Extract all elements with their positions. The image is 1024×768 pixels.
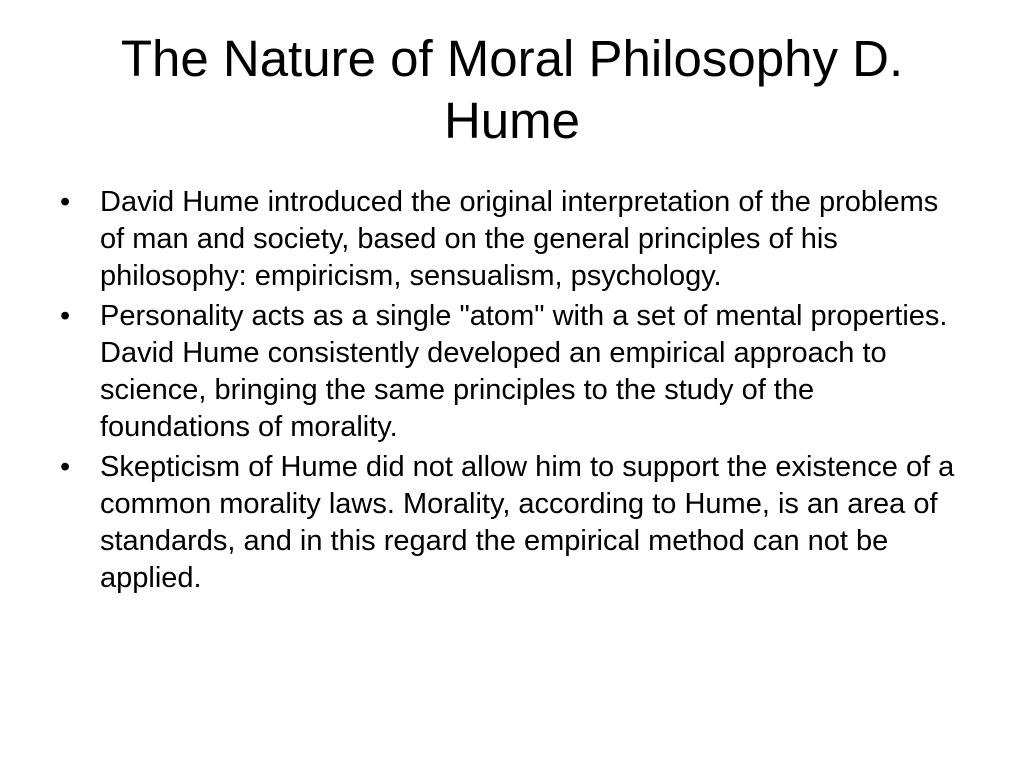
bullet-item-3 <box>58 449 958 597</box>
bullet-marker: • <box>60 300 71 332</box>
bullet-text: Personality acts as a single "atom" with a set of mental properties. David Hume consistently developed an empirical approach to science, bringing the same principles to the study of the foundations of morality. <box>100 300 948 443</box>
bullet-marker: • <box>60 451 71 483</box>
bullet-marker: • <box>60 186 71 218</box>
bullet-text: David Hume introduced the original interpretation of the problems of man and society, based on the general principles of his philosophy: empiricism, sensualism, psychology. <box>100 186 939 292</box>
bullet-item-2 <box>58 298 958 446</box>
bullet-item-1 <box>58 184 958 295</box>
bullet-text: Skepticism of Hume did not allow him to support the existence of a common morality laws. Morality, according to Hume, is an area of standards, and in this regard the empirical method can not be applied. <box>100 451 955 594</box>
bullet-list <box>58 184 958 600</box>
slide-title: The Nature of Moral Philosophy D. Hume <box>120 30 904 149</box>
